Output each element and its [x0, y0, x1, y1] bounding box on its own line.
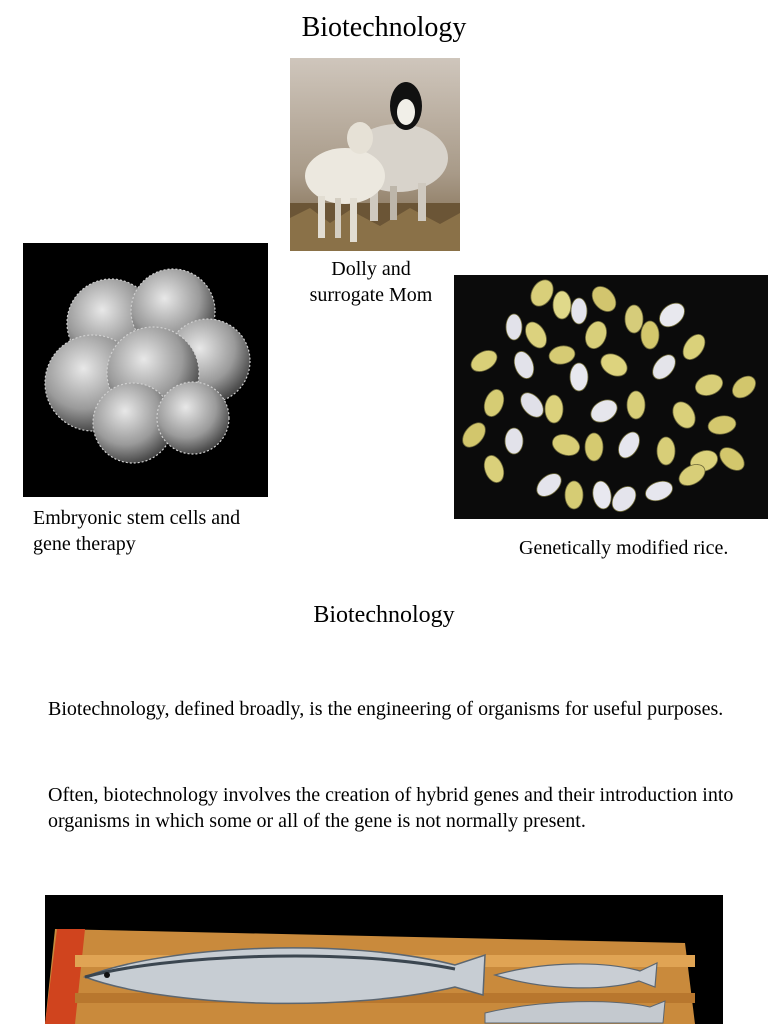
sheep-caption-line1: Dolly and — [331, 258, 411, 280]
rice-photo — [454, 275, 768, 519]
rice-caption: Genetically modified rice. — [519, 537, 729, 559]
paragraph-hybrid-genes: Often, biotechnology involves the creation of hybrid genes and their introduction into organisms in which some or all of the gene is not normally present. — [48, 784, 734, 832]
paragraph-definition: Biotechnology, defined broadly, is the engineering of organisms for useful purposes. — [48, 698, 724, 720]
stem-caption-line2: gene therapy — [33, 533, 136, 555]
sheep-caption — [290, 256, 452, 308]
stem-caption-line1: Embryonic stem cells and — [33, 507, 241, 529]
slide2-title: Biotechnology — [313, 602, 455, 628]
sheep-photo — [290, 58, 460, 251]
stem-caption — [33, 505, 273, 557]
slide1-title: Biotechnology — [301, 12, 467, 43]
sheep-caption-line2: surrogate Mom — [309, 284, 433, 306]
embryo-micrograph — [23, 243, 268, 497]
salmon-photo — [45, 895, 723, 1024]
